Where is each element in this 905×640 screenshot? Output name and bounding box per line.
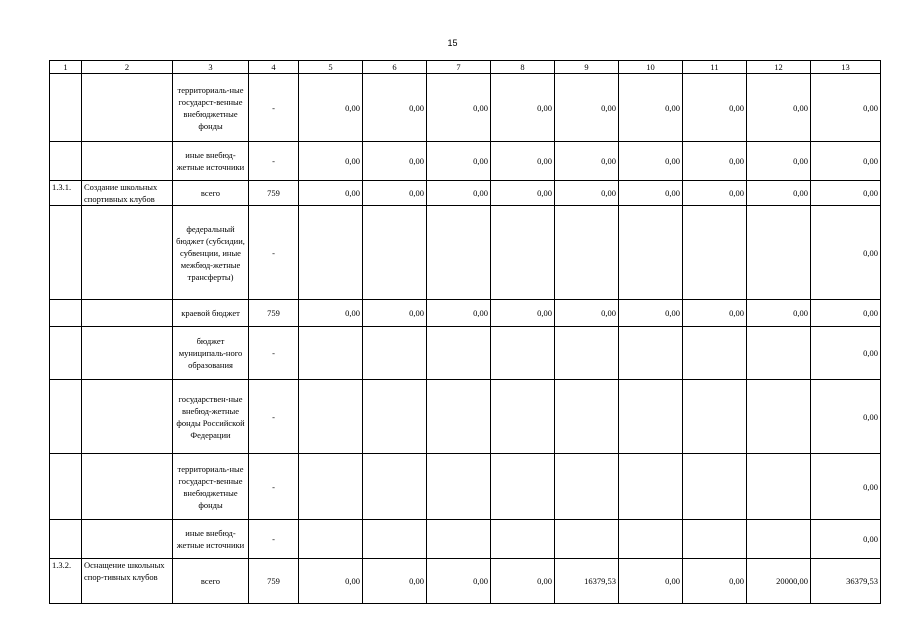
- item-number-cell: [50, 206, 82, 300]
- amount-cell: 0,00: [683, 142, 747, 181]
- amount-cell: [363, 454, 427, 520]
- amount-cell: 0,00: [811, 327, 881, 380]
- funding-source-cell: иные внебюд-жетные источники: [173, 520, 249, 559]
- amount-cell: 0,00: [811, 454, 881, 520]
- amount-cell: [491, 520, 555, 559]
- amount-cell: [555, 454, 619, 520]
- activity-name-cell: [82, 327, 173, 380]
- amount-cell: 0,00: [619, 74, 683, 142]
- column-number-cell: 1: [50, 61, 82, 74]
- amount-cell: [299, 520, 363, 559]
- amount-cell: [555, 206, 619, 300]
- amount-cell: 0,00: [299, 74, 363, 142]
- column-number-row: [50, 61, 881, 74]
- code-cell: -: [249, 142, 299, 181]
- amount-cell: 0,00: [619, 142, 683, 181]
- funding-source-cell: краевой бюджет: [173, 300, 249, 327]
- column-number-cell: 10: [619, 61, 683, 74]
- code-cell: 759: [249, 300, 299, 327]
- item-number-cell: 1.3.2.: [50, 559, 82, 604]
- amount-cell: 0,00: [299, 181, 363, 206]
- amount-cell: 0,00: [555, 300, 619, 327]
- item-number-cell: [50, 74, 82, 142]
- amount-cell: [683, 206, 747, 300]
- item-number-cell: [50, 380, 82, 454]
- amount-cell: 0,00: [491, 74, 555, 142]
- amount-cell: [427, 327, 491, 380]
- table-row: [50, 520, 881, 559]
- code-cell: -: [249, 380, 299, 454]
- amount-cell: [491, 206, 555, 300]
- amount-cell: [491, 454, 555, 520]
- amount-cell: [427, 520, 491, 559]
- amount-cell: [555, 520, 619, 559]
- amount-cell: 0,00: [363, 559, 427, 604]
- budget-table: [49, 60, 881, 604]
- code-cell: -: [249, 74, 299, 142]
- activity-name-cell: [82, 300, 173, 327]
- amount-cell: [619, 327, 683, 380]
- amount-cell: [555, 327, 619, 380]
- amount-cell: 0,00: [683, 559, 747, 604]
- column-number-cell: 5: [299, 61, 363, 74]
- amount-cell: 0,00: [491, 181, 555, 206]
- amount-cell: 0,00: [427, 142, 491, 181]
- amount-cell: 0,00: [427, 74, 491, 142]
- table-row: [50, 181, 881, 206]
- amount-cell: [747, 380, 811, 454]
- amount-cell: [747, 520, 811, 559]
- amount-cell: [747, 206, 811, 300]
- column-number-cell: 8: [491, 61, 555, 74]
- amount-cell: 0,00: [811, 74, 881, 142]
- amount-cell: [619, 454, 683, 520]
- amount-cell: 0,00: [619, 559, 683, 604]
- amount-cell: 0,00: [491, 559, 555, 604]
- table-row: [50, 300, 881, 327]
- amount-cell: [683, 380, 747, 454]
- column-number-cell: 6: [363, 61, 427, 74]
- activity-name-cell: Оснащение школьных спор-тивных клубов: [82, 559, 173, 604]
- activity-name-cell: [82, 520, 173, 559]
- funding-source-cell: территориаль-ные государст-венные внебюджетные фонды: [173, 74, 249, 142]
- column-number-cell: 7: [427, 61, 491, 74]
- column-number-cell: 4: [249, 61, 299, 74]
- amount-cell: 0,00: [747, 74, 811, 142]
- amount-cell: 0,00: [427, 559, 491, 604]
- table-row: [50, 206, 881, 300]
- amount-cell: 0,00: [555, 74, 619, 142]
- amount-cell: [427, 380, 491, 454]
- funding-source-cell: всего: [173, 181, 249, 206]
- amount-cell: [491, 327, 555, 380]
- funding-source-cell: территориаль-ные государст-венные внебюджетные фонды: [173, 454, 249, 520]
- code-cell: 759: [249, 181, 299, 206]
- funding-source-cell: иные внебюд-жетные источники: [173, 142, 249, 181]
- amount-cell: [683, 327, 747, 380]
- amount-cell: [555, 380, 619, 454]
- amount-cell: 0,00: [491, 142, 555, 181]
- activity-name-cell: Создание школьных спортивных клубов: [82, 181, 173, 206]
- funding-source-cell: федеральный бюджет (субсидии, субвенции, иные межбюд-жетные трансферты): [173, 206, 249, 300]
- amount-cell: 0,00: [363, 74, 427, 142]
- item-number-cell: 1.3.1.: [50, 181, 82, 206]
- amount-cell: 0,00: [555, 181, 619, 206]
- amount-cell: 0,00: [747, 181, 811, 206]
- amount-cell: 0,00: [683, 74, 747, 142]
- amount-cell: 0,00: [491, 300, 555, 327]
- table-row: [50, 74, 881, 142]
- column-number-cell: 3: [173, 61, 249, 74]
- amount-cell: 0,00: [299, 559, 363, 604]
- amount-cell: 0,00: [747, 300, 811, 327]
- amount-cell: [299, 380, 363, 454]
- amount-cell: 0,00: [363, 181, 427, 206]
- amount-cell: [427, 454, 491, 520]
- table-row: [50, 327, 881, 380]
- code-cell: 759: [249, 559, 299, 604]
- item-number-cell: [50, 300, 82, 327]
- amount-cell: 0,00: [811, 520, 881, 559]
- activity-name-cell: [82, 142, 173, 181]
- item-number-cell: [50, 327, 82, 380]
- amount-cell: 16379,53: [555, 559, 619, 604]
- amount-cell: [683, 520, 747, 559]
- column-number-cell: 2: [82, 61, 173, 74]
- table-row: [50, 559, 881, 604]
- amount-cell: 0,00: [363, 300, 427, 327]
- amount-cell: [363, 520, 427, 559]
- amount-cell: [747, 327, 811, 380]
- amount-cell: 0,00: [683, 181, 747, 206]
- amount-cell: 0,00: [683, 300, 747, 327]
- table-row: [50, 380, 881, 454]
- table-row: [50, 142, 881, 181]
- amount-cell: [299, 206, 363, 300]
- amount-cell: 0,00: [555, 142, 619, 181]
- amount-cell: [363, 206, 427, 300]
- amount-cell: 0,00: [811, 380, 881, 454]
- amount-cell: [363, 380, 427, 454]
- amount-cell: 0,00: [619, 300, 683, 327]
- column-number-cell: 13: [811, 61, 881, 74]
- amount-cell: 0,00: [299, 300, 363, 327]
- activity-name-cell: [82, 454, 173, 520]
- funding-source-cell: бюджет муниципаль-ного образования: [173, 327, 249, 380]
- amount-cell: 0,00: [811, 181, 881, 206]
- item-number-cell: [50, 142, 82, 181]
- amount-cell: 0,00: [747, 142, 811, 181]
- amount-cell: 0,00: [619, 181, 683, 206]
- amount-cell: 0,00: [811, 206, 881, 300]
- amount-cell: [619, 520, 683, 559]
- amount-cell: [363, 327, 427, 380]
- page-number: 15: [447, 38, 458, 48]
- amount-cell: 0,00: [427, 300, 491, 327]
- code-cell: -: [249, 206, 299, 300]
- table-row: [50, 454, 881, 520]
- column-number-cell: 11: [683, 61, 747, 74]
- amount-cell: [619, 206, 683, 300]
- amount-cell: [683, 454, 747, 520]
- item-number-cell: [50, 520, 82, 559]
- code-cell: -: [249, 327, 299, 380]
- activity-name-cell: [82, 380, 173, 454]
- amount-cell: [299, 454, 363, 520]
- column-number-cell: 12: [747, 61, 811, 74]
- activity-name-cell: [82, 74, 173, 142]
- amount-cell: [427, 206, 491, 300]
- amount-cell: 0,00: [811, 300, 881, 327]
- amount-cell: 0,00: [363, 142, 427, 181]
- amount-cell: [299, 327, 363, 380]
- code-cell: -: [249, 454, 299, 520]
- amount-cell: [619, 380, 683, 454]
- amount-cell: [491, 380, 555, 454]
- amount-cell: 0,00: [427, 181, 491, 206]
- code-cell: -: [249, 520, 299, 559]
- amount-cell: 0,00: [811, 142, 881, 181]
- amount-cell: 36379,53: [811, 559, 881, 604]
- activity-name-cell: [82, 206, 173, 300]
- funding-source-cell: государствен-ные внебюд-жетные фонды Российской Федерации: [173, 380, 249, 454]
- amount-cell: [747, 454, 811, 520]
- column-number-cell: 9: [555, 61, 619, 74]
- amount-cell: 0,00: [299, 142, 363, 181]
- amount-cell: 20000,00: [747, 559, 811, 604]
- funding-source-cell: всего: [173, 559, 249, 604]
- item-number-cell: [50, 454, 82, 520]
